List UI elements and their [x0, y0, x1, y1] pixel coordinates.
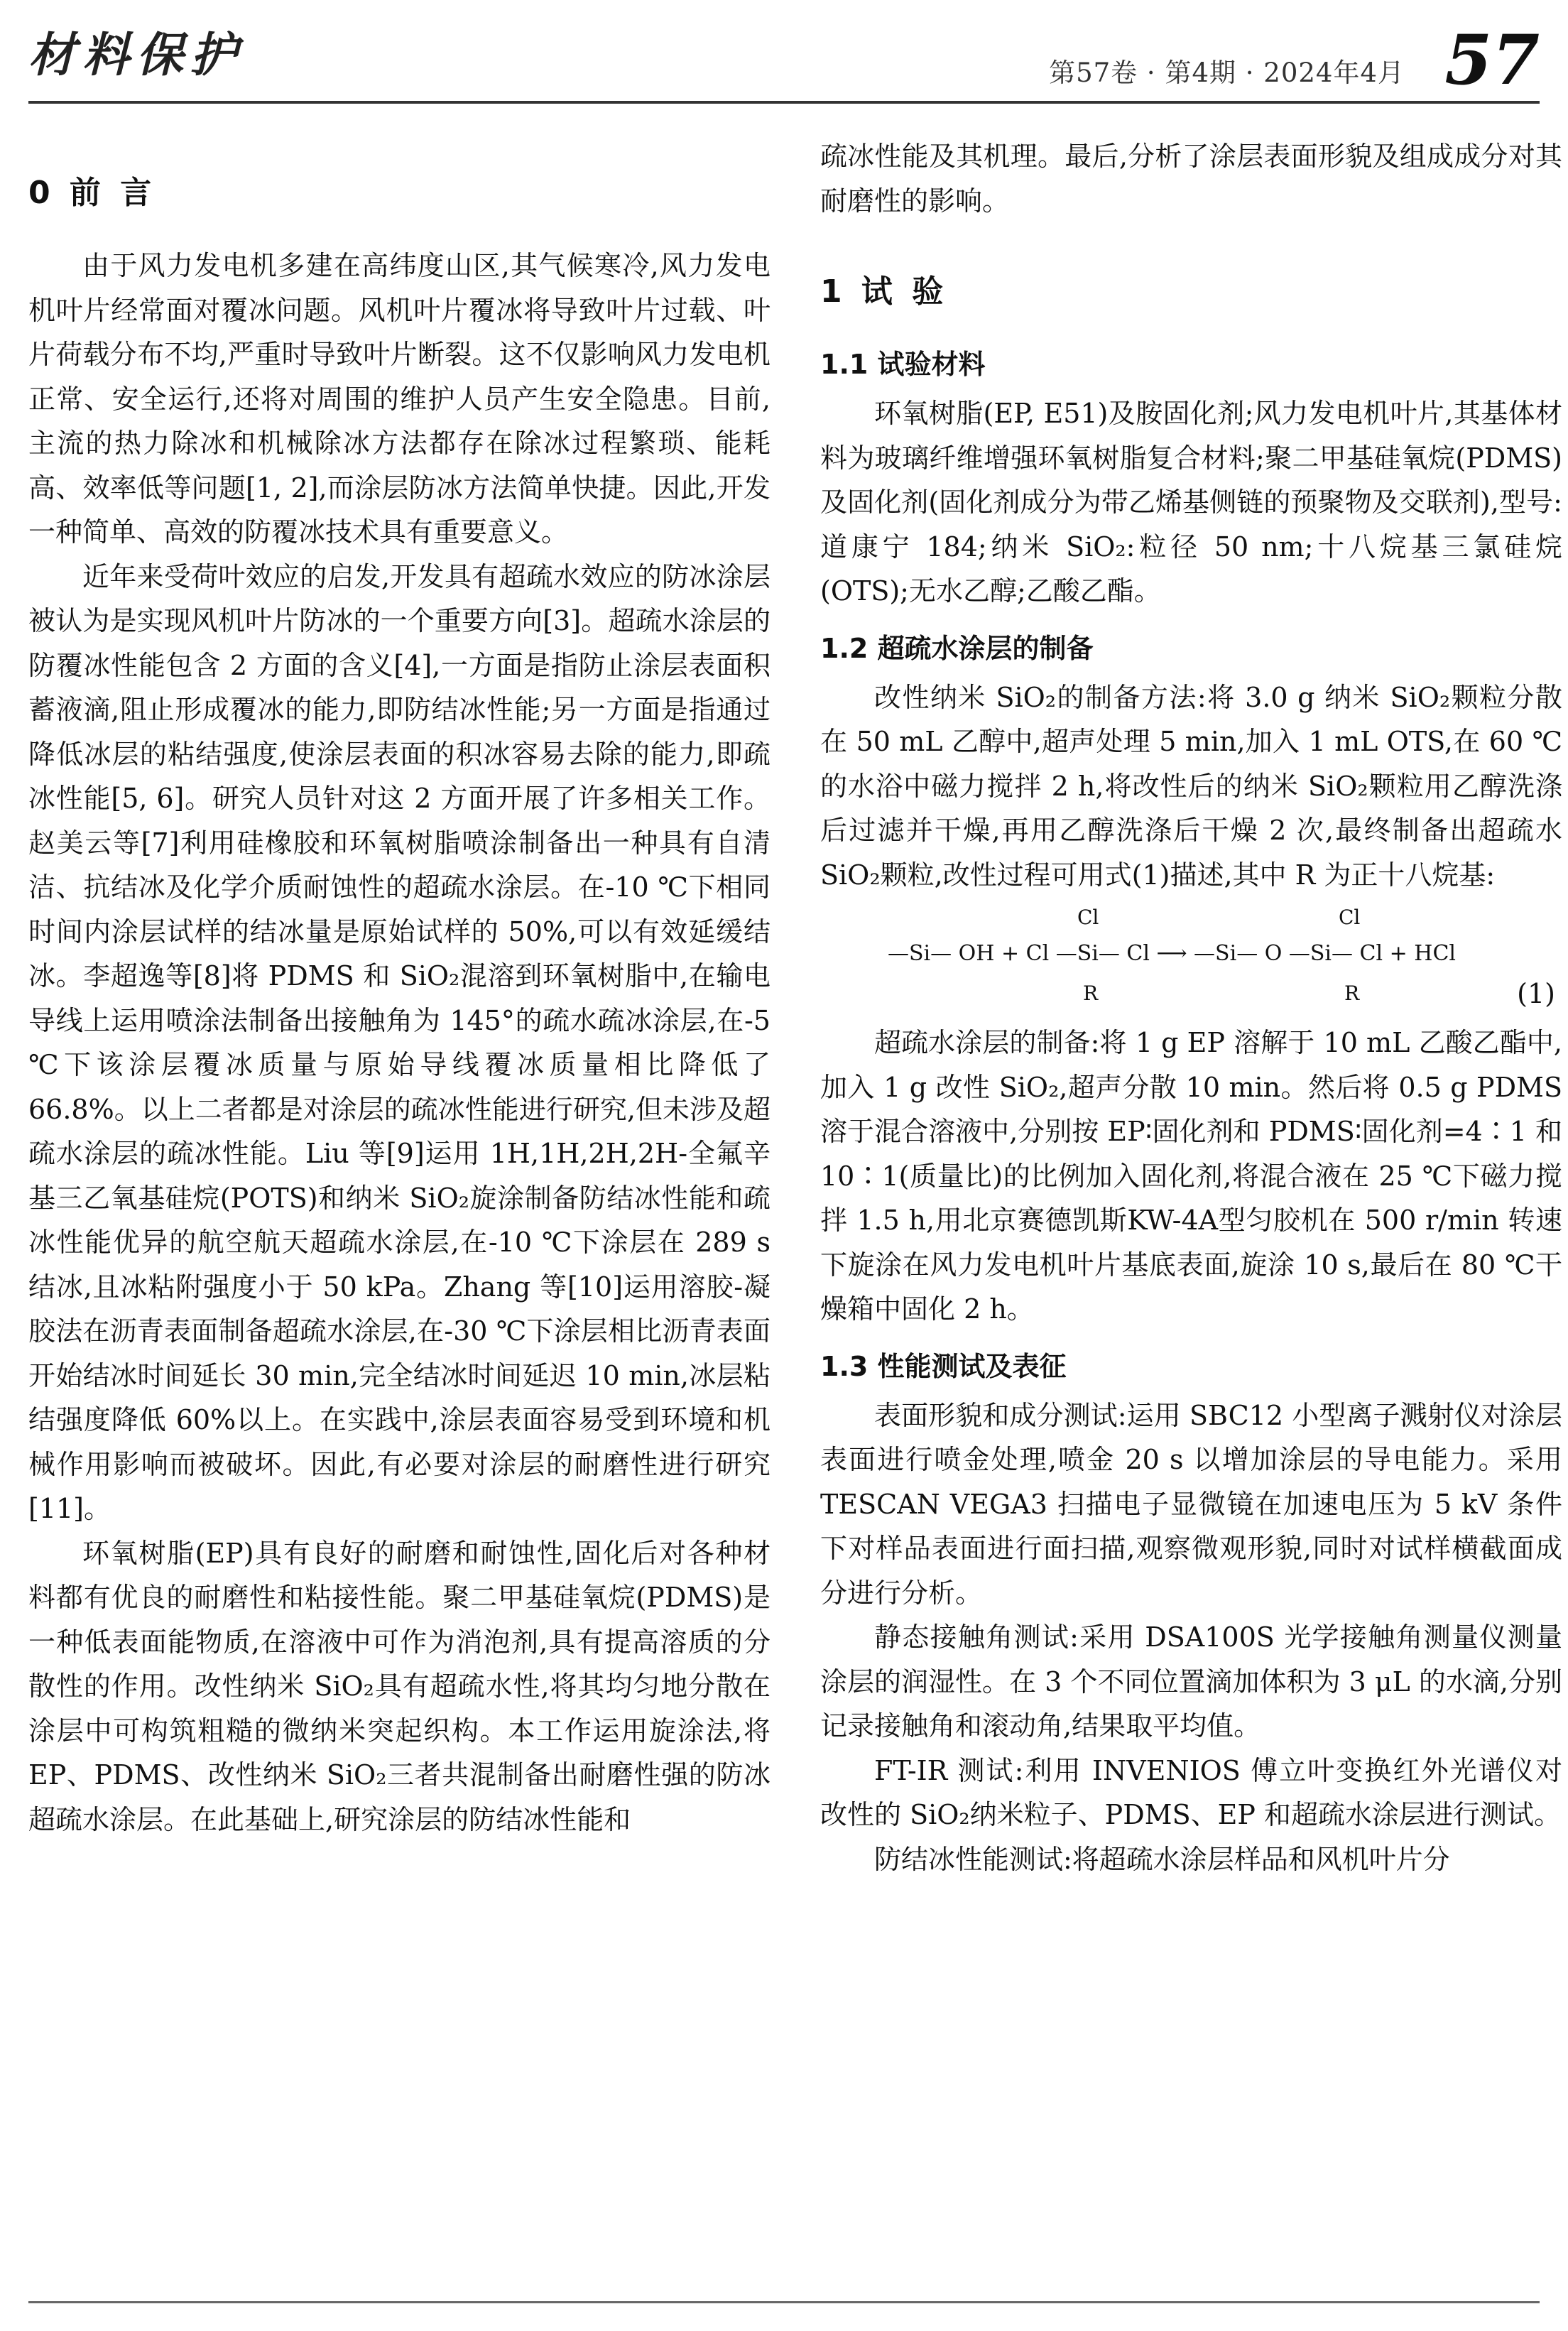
section-1-3-title: 1.3 性能测试及表征	[820, 1350, 1067, 1382]
issue-info: 第57卷 · 第4期 · 2024年4月	[1049, 58, 1405, 88]
section-1-title: 1 试 验	[820, 273, 948, 310]
footer-rule	[28, 2301, 1540, 2303]
section-1-2-title: 1.2 超疏水涂层的制备	[820, 632, 1094, 664]
page-number: 57	[1444, 20, 1540, 100]
materials-paragraph: 环氧树脂(EP, E51)及胺固化剂;风力发电机叶片,其基体材料为玻璃纤维增强环氧树脂复合材料;聚二甲基硅氧烷(PDMS)及固化剂(固化剂成分为带乙烯基侧链的预聚物及交联剂),型号:道康宁 184;纳米 SiO₂:粒径 50 nm;十八烷基三氯硅烷(OTS);无水乙醇;乙酸乙酯。	[820, 398, 1562, 607]
sio2-modification-paragraph: 改性纳米 SiO₂的制备方法:将 3.0 g 纳米 SiO₂颗粒分散在 50 mL 乙醇中,超声处理 5 min,加入 1 mL OTS,在 60 ℃的水浴中磁力搅拌 2 h,将改性后的纳米 SiO₂颗粒用乙醇洗涤后过滤并干燥,再用乙醇洗涤后干燥 2 次,最终制备出超疏水 SiO₂颗粒,改性过程可用式(1)描述,其中 R 为正十八烷基:	[820, 681, 1562, 891]
reaction-equation	[820, 900, 1562, 1021]
contact-angle-paragraph: 静态接触角测试:采用 DSA100S 光学接触角测量仪测量涂层的润湿性。在 3 个不同位置滴加体积为 3 μL 的水滴,分别记录接触角和滚动角,结果取平均值。	[820, 1621, 1562, 1742]
eq-r-bottom-1: R	[1083, 982, 1099, 1005]
section-1-1-title: 1.1 试验材料	[820, 349, 986, 380]
eq-main-line: —Si— OH + Cl —Si— Cl ⟶ —Si— O —Si— Cl + HCl	[888, 941, 1457, 966]
eq-number: (1)	[1517, 978, 1555, 1009]
right-column	[820, 124, 1562, 1881]
coating-prep-paragraph: 超疏水涂层的制备:将 1 g EP 溶解于 10 mL 乙酸乙酯中,加入 1 g 改性 SiO₂,超声分散 10 min。然后将 0.5 g PDMS 溶于混合溶液中,分别按 EP∶固化剂和 PDMS∶固化剂=4∶1 和 10∶1(质量比)的比例加入固化剂,将混合液在 25 ℃下磁力搅拌 1.5 h,用北京赛德凯斯KW-4A型匀胶机在 500 r/min 转速下旋涂在风力发电机叶片基底表面,旋涂 10 s,最后在 80 ℃干燥箱中固化 2 h。	[820, 1027, 1562, 1325]
intro-paragraph-3: 环氧树脂(EP)具有良好的耐磨和耐蚀性,固化后对各种材料都有优良的耐磨性和粘接性能。聚二甲基硅氧烷(PDMS)是一种低表面能物质,在溶液中可作为消泡剂,具有提高溶质的分散性的作用。改性纳米 SiO₂具有超疏水性,将其均匀地分散在涂层中可构筑粗糙的微纳米突起织构。本工作运用旋涂法,将 EP、PDMS、改性纳米 SiO₂三者共混制备出耐磨性强的防冰超疏水涂层。在此基础上,研究涂层的防结冰性能和	[28, 1537, 771, 1835]
left-column	[28, 124, 771, 1842]
intro-continuation: 疏冰性能及其机理。最后,分析了涂层表面形貌及组成成分对其耐磨性的影响。	[820, 141, 1562, 217]
journal-logo: 材料保护	[28, 27, 244, 82]
eq-r-bottom-2: R	[1344, 982, 1360, 1005]
eq-cl-top-2: Cl	[1339, 906, 1361, 929]
ftir-paragraph: FT-IR 测试:利用 INVENIOS 傅立叶变换红外光谱仪对改性的 SiO₂纳米粒子、PDMS、EP 和超疏水涂层进行测试。	[820, 1754, 1562, 1830]
eq-cl-top-1: Cl	[1077, 906, 1099, 929]
anti-icing-paragraph: 防结冰性能测试:将超疏水涂层样品和风机叶片分	[874, 1843, 1450, 1875]
header-rule	[28, 101, 1540, 104]
morphology-test-paragraph: 表面形貌和成分测试:运用 SBC12 小型离子溅射仪对涂层表面进行喷金处理,喷金 20 s 以增加涂层的导电能力。采用 TESCAN VEGA3 扫描电子显微镜在加速电压为 5 kV 条件下对样品表面进行面扫描,观察微观形貌,同时对试样横截面成分进行分析。	[820, 1399, 1562, 1609]
intro-paragraph-1: 由于风力发电机多建在高纬度山区,其气候寒冷,风力发电机叶片经常面对覆冰问题。风机叶片覆冰将导致叶片过载、叶片荷载分布不均,严重时导致叶片断裂。这不仅影响风力发电机正常、安全运行,还将对周围的维护人员产生安全隐患。目前,主流的热力除冰和机械除冰方法都存在除冰过程繁琐、能耗高、效率低等问题[1, 2],而涂层防冰方法简单快捷。因此,开发一种简单、高效的防覆冰技术具有重要意义。	[28, 250, 771, 548]
intro-paragraph-2: 近年来受荷叶效应的启发,开发具有超疏水效应的防冰涂层被认为是实现风机叶片防冰的一个重要方向[3]。超疏水涂层的防覆冰性能包含 2 方面的含义[4],一方面是指防止涂层表面积蓄液滴,阻止形成覆冰的能力,即防结冰性能;另一方面是指通过降低冰层的粘结强度,使涂层表面的积冰容易去除的能力,即疏冰性能[5, 6]。研究人员针对这 2 方面开展了许多相关工作。赵美云等[7]利用硅橡胶和环氧树脂喷涂制备出一种具有自清洁、抗结冰及化学介质耐蚀性的超疏水涂层。在-10 ℃下相同时间内涂层试样的结冰量是原始试样的 50%,可以有效延缓结冰。李超逸等[8]将 PDMS 和 SiO₂混溶到环氧树脂中,在输电导线上运用喷涂法制备出接触角为 145°的疏水疏冰涂层,在-5 ℃下该涂层覆冰质量与原始导线覆冰质量相比降低了 66.8%。以上二者都是对涂层的疏冰性能进行研究,但未涉及超疏水涂层的疏冰性能。Liu 等[9]运用 1H,1H,2H,2H-全氟辛基三乙氧基硅烷(POTS)和纳米 SiO₂旋涂制备防结冰性能和疏冰性能优异的航空航天超疏水涂层,在-10 ℃下涂层在 289 s 结冰,且冰粘附强度小于 50 kPa。Zhang 等[10]运用溶胶-凝胶法在沥青表面制备超疏水涂层,在-30 ℃下涂层相比沥青表面开始结冰时间延长 30 min,完全结冰时间延迟 10 min,冰层粘结强度降低 60%以上。在实践中,涂层表面容易受到环境和机械作用影响而被破坏。因此,有必要对涂层的耐磨性进行研究[11]。	[28, 560, 771, 1524]
section-0-title: 0 前 言	[28, 175, 156, 211]
